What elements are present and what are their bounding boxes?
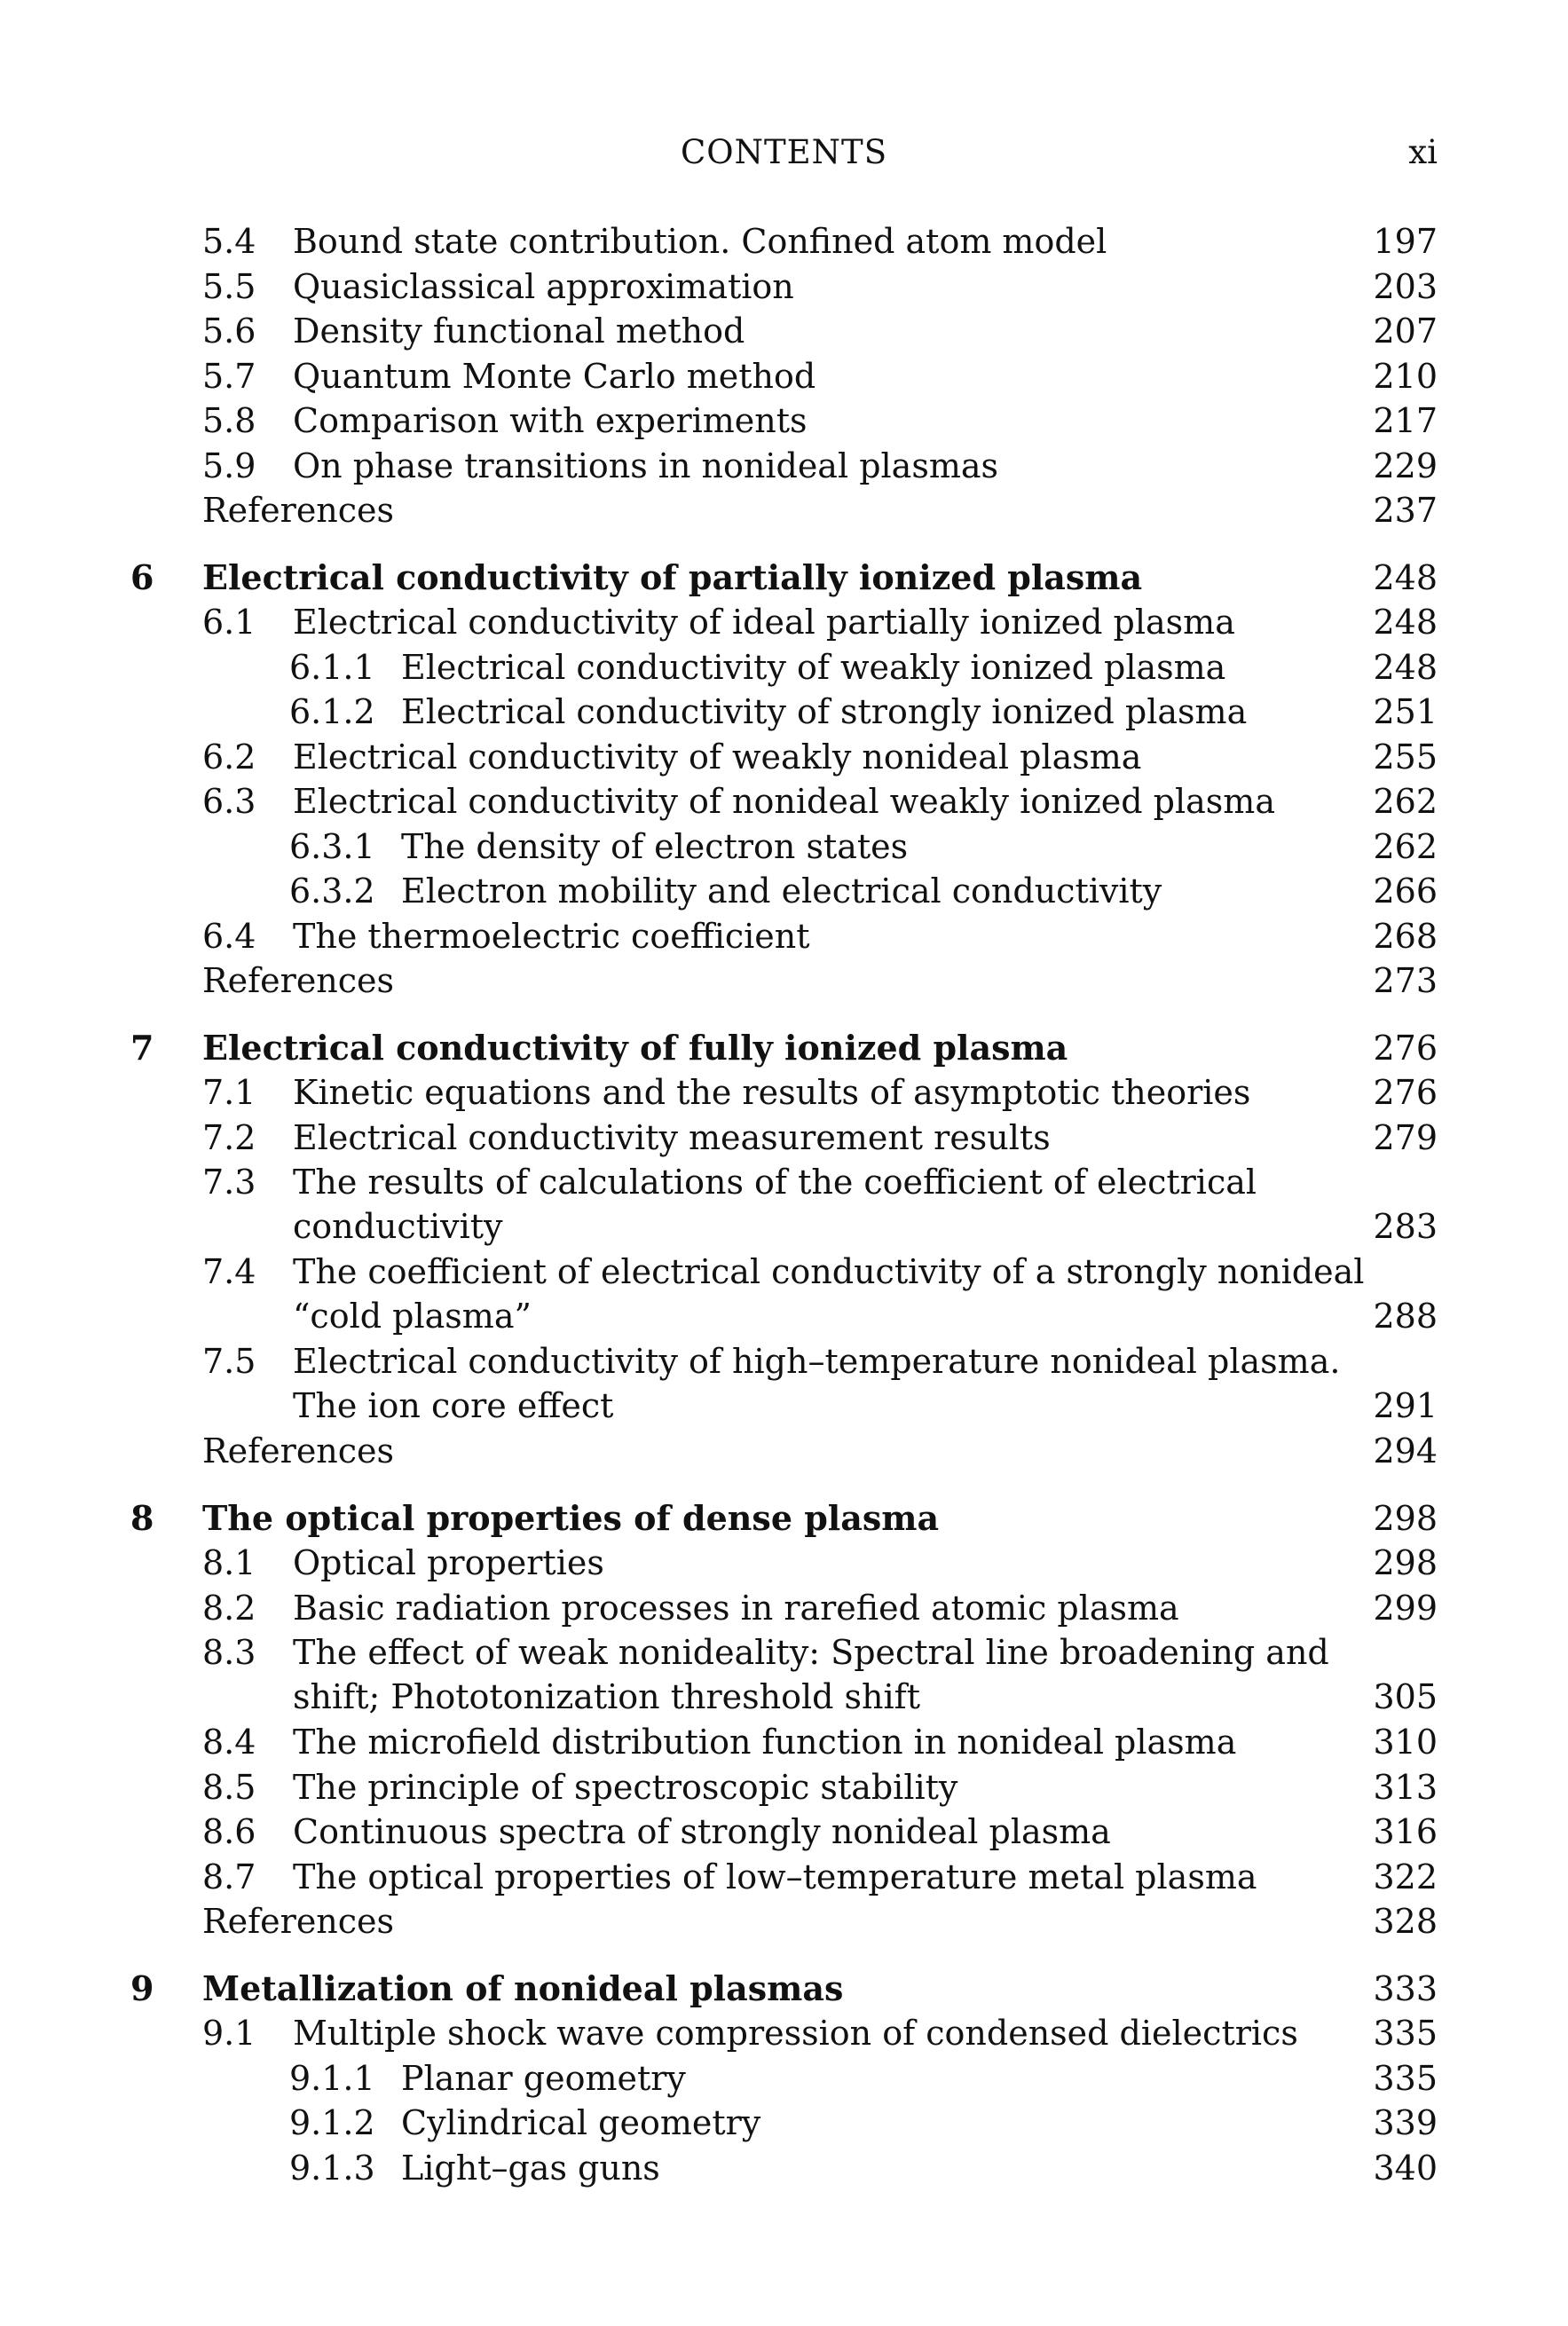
entry-page: 291 (1373, 1386, 1438, 1425)
entry-title: Continuous spectra of strongly nonideal plasma (293, 1812, 1111, 1851)
entry-title: Electrical conductivity of high–temperature nonideal plasma. (293, 1342, 1341, 1381)
toc-entry-8-4[interactable] (0, 1720, 1568, 1765)
entry-title: Density functional method (293, 311, 745, 351)
entry-title: On phase transitions in nonideal plasmas (293, 445, 999, 485)
entry-title-continued: The ion core effect (293, 1386, 614, 1425)
toc-entry-8-3[interactable] (0, 1630, 1568, 1720)
toc-entry-6-1-1[interactable] (0, 645, 1568, 690)
toc-entry-5-9[interactable] (0, 444, 1568, 489)
toc-entry-8-7[interactable] (0, 1855, 1568, 1900)
toc-entry-9-1-3[interactable] (0, 2146, 1568, 2191)
entry-number: 6.4 (202, 916, 256, 956)
entry-number: 8.1 (202, 1543, 256, 1582)
toc-entry-references-7[interactable] (0, 1429, 1568, 1474)
entry-page: 335 (1373, 2058, 1438, 2098)
entry-page: 333 (1373, 1968, 1438, 2008)
entry-page: 322 (1373, 1857, 1438, 1896)
entry-page: 210 (1373, 356, 1438, 396)
entry-title: Kinetic equations and the results of asymptotic theories (293, 1073, 1251, 1112)
toc-entry-8-5[interactable] (0, 1765, 1568, 1810)
entry-page: 248 (1373, 557, 1438, 597)
entry-number: 5.9 (202, 445, 256, 485)
entry-title: References (202, 961, 395, 1000)
entry-number: 5.4 (202, 222, 256, 261)
entry-title: Quantum Monte Carlo method (293, 356, 816, 396)
chapter-number: 6 (130, 556, 154, 597)
chapter-title: Electrical conductivity of partially ionized plasma (202, 556, 1143, 597)
toc-entry-7-3[interactable] (0, 1160, 1568, 1250)
entry-title: Electrical conductivity of nonideal weakly ionized plasma (293, 782, 1275, 821)
toc-entry-7-4[interactable] (0, 1250, 1568, 1339)
toc-entry-references-6[interactable] (0, 958, 1568, 1004)
toc-entry-6-1-2[interactable] (0, 690, 1568, 735)
entry-number: 8.7 (202, 1857, 256, 1896)
toc-entry-5-7[interactable] (0, 354, 1568, 399)
entry-page: 276 (1373, 1073, 1438, 1112)
chapter-number: 8 (130, 1497, 154, 1538)
entry-title: The thermoelectric coefficient (293, 916, 810, 956)
chapter-number: 7 (130, 1027, 154, 1068)
toc-entry-8-6[interactable] (0, 1810, 1568, 1855)
entry-page: 279 (1373, 1117, 1438, 1157)
entry-page: 255 (1373, 737, 1438, 777)
entry-title: Electrical conductivity of weakly nonideal plasma (293, 737, 1142, 777)
entry-page: 316 (1373, 1812, 1438, 1851)
entry-title: Electrical conductivity measurement results (293, 1117, 1051, 1157)
entry-number: 5.5 (202, 266, 256, 306)
chapter-number: 9 (130, 1967, 154, 2008)
entry-number: 9.1.3 (289, 2148, 375, 2188)
toc-entry-6-3-2[interactable] (0, 869, 1568, 914)
toc-entry-9-1-2[interactable] (0, 2101, 1568, 2146)
entry-number: 7.1 (202, 1073, 256, 1112)
entry-page: 335 (1373, 2014, 1438, 2053)
toc-entry-5-5[interactable] (0, 264, 1568, 310)
entry-title: References (202, 1431, 395, 1471)
entry-page: 310 (1373, 1723, 1438, 1762)
toc-entry-6-3[interactable] (0, 779, 1568, 824)
entry-page: 328 (1373, 1902, 1438, 1941)
entry-title: Light–gas guns (401, 2148, 660, 2188)
entry-title: The principle of spectroscopic stability (293, 1767, 958, 1807)
entry-title: Quasiclassical approximation (293, 266, 794, 306)
entry-page: 339 (1373, 2103, 1438, 2142)
entry-page: 340 (1373, 2148, 1438, 2188)
entry-page: 229 (1373, 445, 1438, 485)
entry-page: 207 (1373, 311, 1438, 351)
entry-number: 6.3.1 (289, 826, 375, 866)
entry-page: 197 (1373, 222, 1438, 261)
entry-number: 8.3 (202, 1633, 256, 1672)
entry-number: 6.2 (202, 737, 256, 777)
entry-number: 6.3 (202, 782, 256, 821)
entry-title: The density of electron states (401, 826, 909, 866)
entry-title: Bound state contribution. Confined atom model (293, 222, 1107, 261)
entry-title: Electrical conductivity of strongly ionized plasma (401, 692, 1248, 731)
entry-page: 268 (1373, 916, 1438, 956)
toc-chapter-8[interactable] (0, 1496, 1568, 1541)
entry-page: 298 (1373, 1543, 1438, 1582)
chapter-title: The optical properties of dense plasma (202, 1497, 940, 1538)
entry-number: 7.2 (202, 1117, 256, 1157)
entry-page: 262 (1373, 826, 1438, 866)
entry-page: 248 (1373, 603, 1438, 642)
toc-entry-6-3-1[interactable] (0, 824, 1568, 870)
chapter-title: Electrical conductivity of fully ionized plasma (202, 1027, 1068, 1068)
toc-chapter-9[interactable] (0, 1967, 1568, 2012)
entry-page: 217 (1373, 401, 1438, 440)
entry-title: The coefficient of electrical conductivity of a strongly nonideal (293, 1252, 1365, 1291)
entry-number: 9.1 (202, 2014, 256, 2053)
entry-title-continued: “cold plasma” (293, 1297, 532, 1336)
chapter-title: Metallization of nonideal plasmas (202, 1967, 844, 2008)
entry-title: Basic radiation processes in rarefied atomic plasma (293, 1588, 1179, 1628)
entry-number: 9.1.2 (289, 2103, 375, 2142)
toc-entry-5-8[interactable] (0, 398, 1568, 444)
entry-page: 288 (1373, 1297, 1438, 1336)
toc-chapter-7[interactable] (0, 1026, 1568, 1071)
entry-number: 6.1.2 (289, 692, 375, 731)
toc-entry-8-1[interactable] (0, 1541, 1568, 1586)
running-head-title: CONTENTS (680, 133, 888, 171)
entry-title: The microfield distribution function in nonideal plasma (293, 1723, 1237, 1762)
entry-number: 8.6 (202, 1812, 256, 1851)
entry-page: 248 (1373, 647, 1438, 687)
entry-page: 299 (1373, 1588, 1438, 1628)
entry-page: 283 (1373, 1207, 1438, 1246)
entry-number: 5.7 (202, 356, 256, 396)
entry-title: Electrical conductivity of weakly ionized plasma (401, 647, 1226, 687)
entry-page: 294 (1373, 1431, 1438, 1471)
entry-page: 203 (1373, 266, 1438, 306)
toc-entry-9-1-1[interactable] (0, 2056, 1568, 2101)
toc-entry-references-8[interactable] (0, 1899, 1568, 1944)
entry-page: 313 (1373, 1767, 1438, 1807)
entry-title: Comparison with experiments (293, 401, 808, 440)
toc-entry-9-1[interactable] (0, 2011, 1568, 2056)
entry-title: References (202, 1902, 395, 1941)
toc-entry-6-4[interactable] (0, 914, 1568, 959)
entry-number: 6.1.1 (289, 647, 375, 687)
entry-number: 6.3.2 (289, 871, 375, 911)
entry-title: The optical properties of low–temperature metal plasma (293, 1857, 1257, 1896)
toc-entry-7-2[interactable] (0, 1116, 1568, 1161)
toc-entry-7-5[interactable] (0, 1339, 1568, 1429)
toc-entry-5-6[interactable] (0, 309, 1568, 354)
entry-title: References (202, 491, 395, 530)
page-header (0, 133, 1568, 177)
entry-number: 5.8 (202, 401, 256, 440)
entry-title-continued: conductivity (293, 1207, 503, 1246)
toc-entry-references-5[interactable] (0, 488, 1568, 533)
entry-number: 7.5 (202, 1342, 256, 1381)
entry-title: Electrical conductivity of ideal partially ionized plasma (293, 603, 1235, 642)
entry-number: 8.4 (202, 1723, 256, 1762)
entry-title: The effect of weak nonideality: Spectral line broadening and (293, 1633, 1329, 1672)
entry-title-continued: shift; Phototonization threshold shift (293, 1677, 920, 1716)
entry-title: Electron mobility and electrical conductivity (401, 871, 1162, 911)
entry-page: 298 (1373, 1498, 1438, 1538)
running-head-page-number: xi (1408, 133, 1438, 171)
entry-number: 8.5 (202, 1767, 256, 1807)
entry-number: 5.6 (202, 311, 256, 351)
toc-entry-8-2[interactable] (0, 1586, 1568, 1631)
entry-number: 8.2 (202, 1588, 256, 1628)
entry-page: 276 (1373, 1028, 1438, 1068)
entry-page: 251 (1373, 692, 1438, 731)
entry-page: 237 (1373, 491, 1438, 530)
toc-entry-6-1[interactable] (0, 600, 1568, 645)
toc-entry-7-1[interactable] (0, 1070, 1568, 1116)
entry-page: 266 (1373, 871, 1438, 911)
entry-title: Cylindrical geometry (401, 2103, 761, 2142)
entry-title: Planar geometry (401, 2058, 686, 2098)
entry-title: The results of calculations of the coefficient of electrical (293, 1163, 1257, 1202)
entry-number: 7.3 (202, 1163, 256, 1202)
entry-page: 262 (1373, 782, 1438, 821)
entry-title: Optical properties (293, 1543, 604, 1582)
entry-number: 6.1 (202, 603, 256, 642)
entry-page: 305 (1373, 1677, 1438, 1716)
table-of-contents (0, 219, 1568, 2190)
toc-entry-6-2[interactable] (0, 735, 1568, 780)
toc-entry-5-4[interactable] (0, 219, 1568, 264)
entry-title: Multiple shock wave compression of condensed dielectrics (293, 2014, 1298, 2053)
toc-chapter-6[interactable] (0, 556, 1568, 601)
entry-page: 273 (1373, 961, 1438, 1000)
entry-number: 7.4 (202, 1252, 256, 1291)
entry-number: 9.1.1 (289, 2058, 375, 2098)
